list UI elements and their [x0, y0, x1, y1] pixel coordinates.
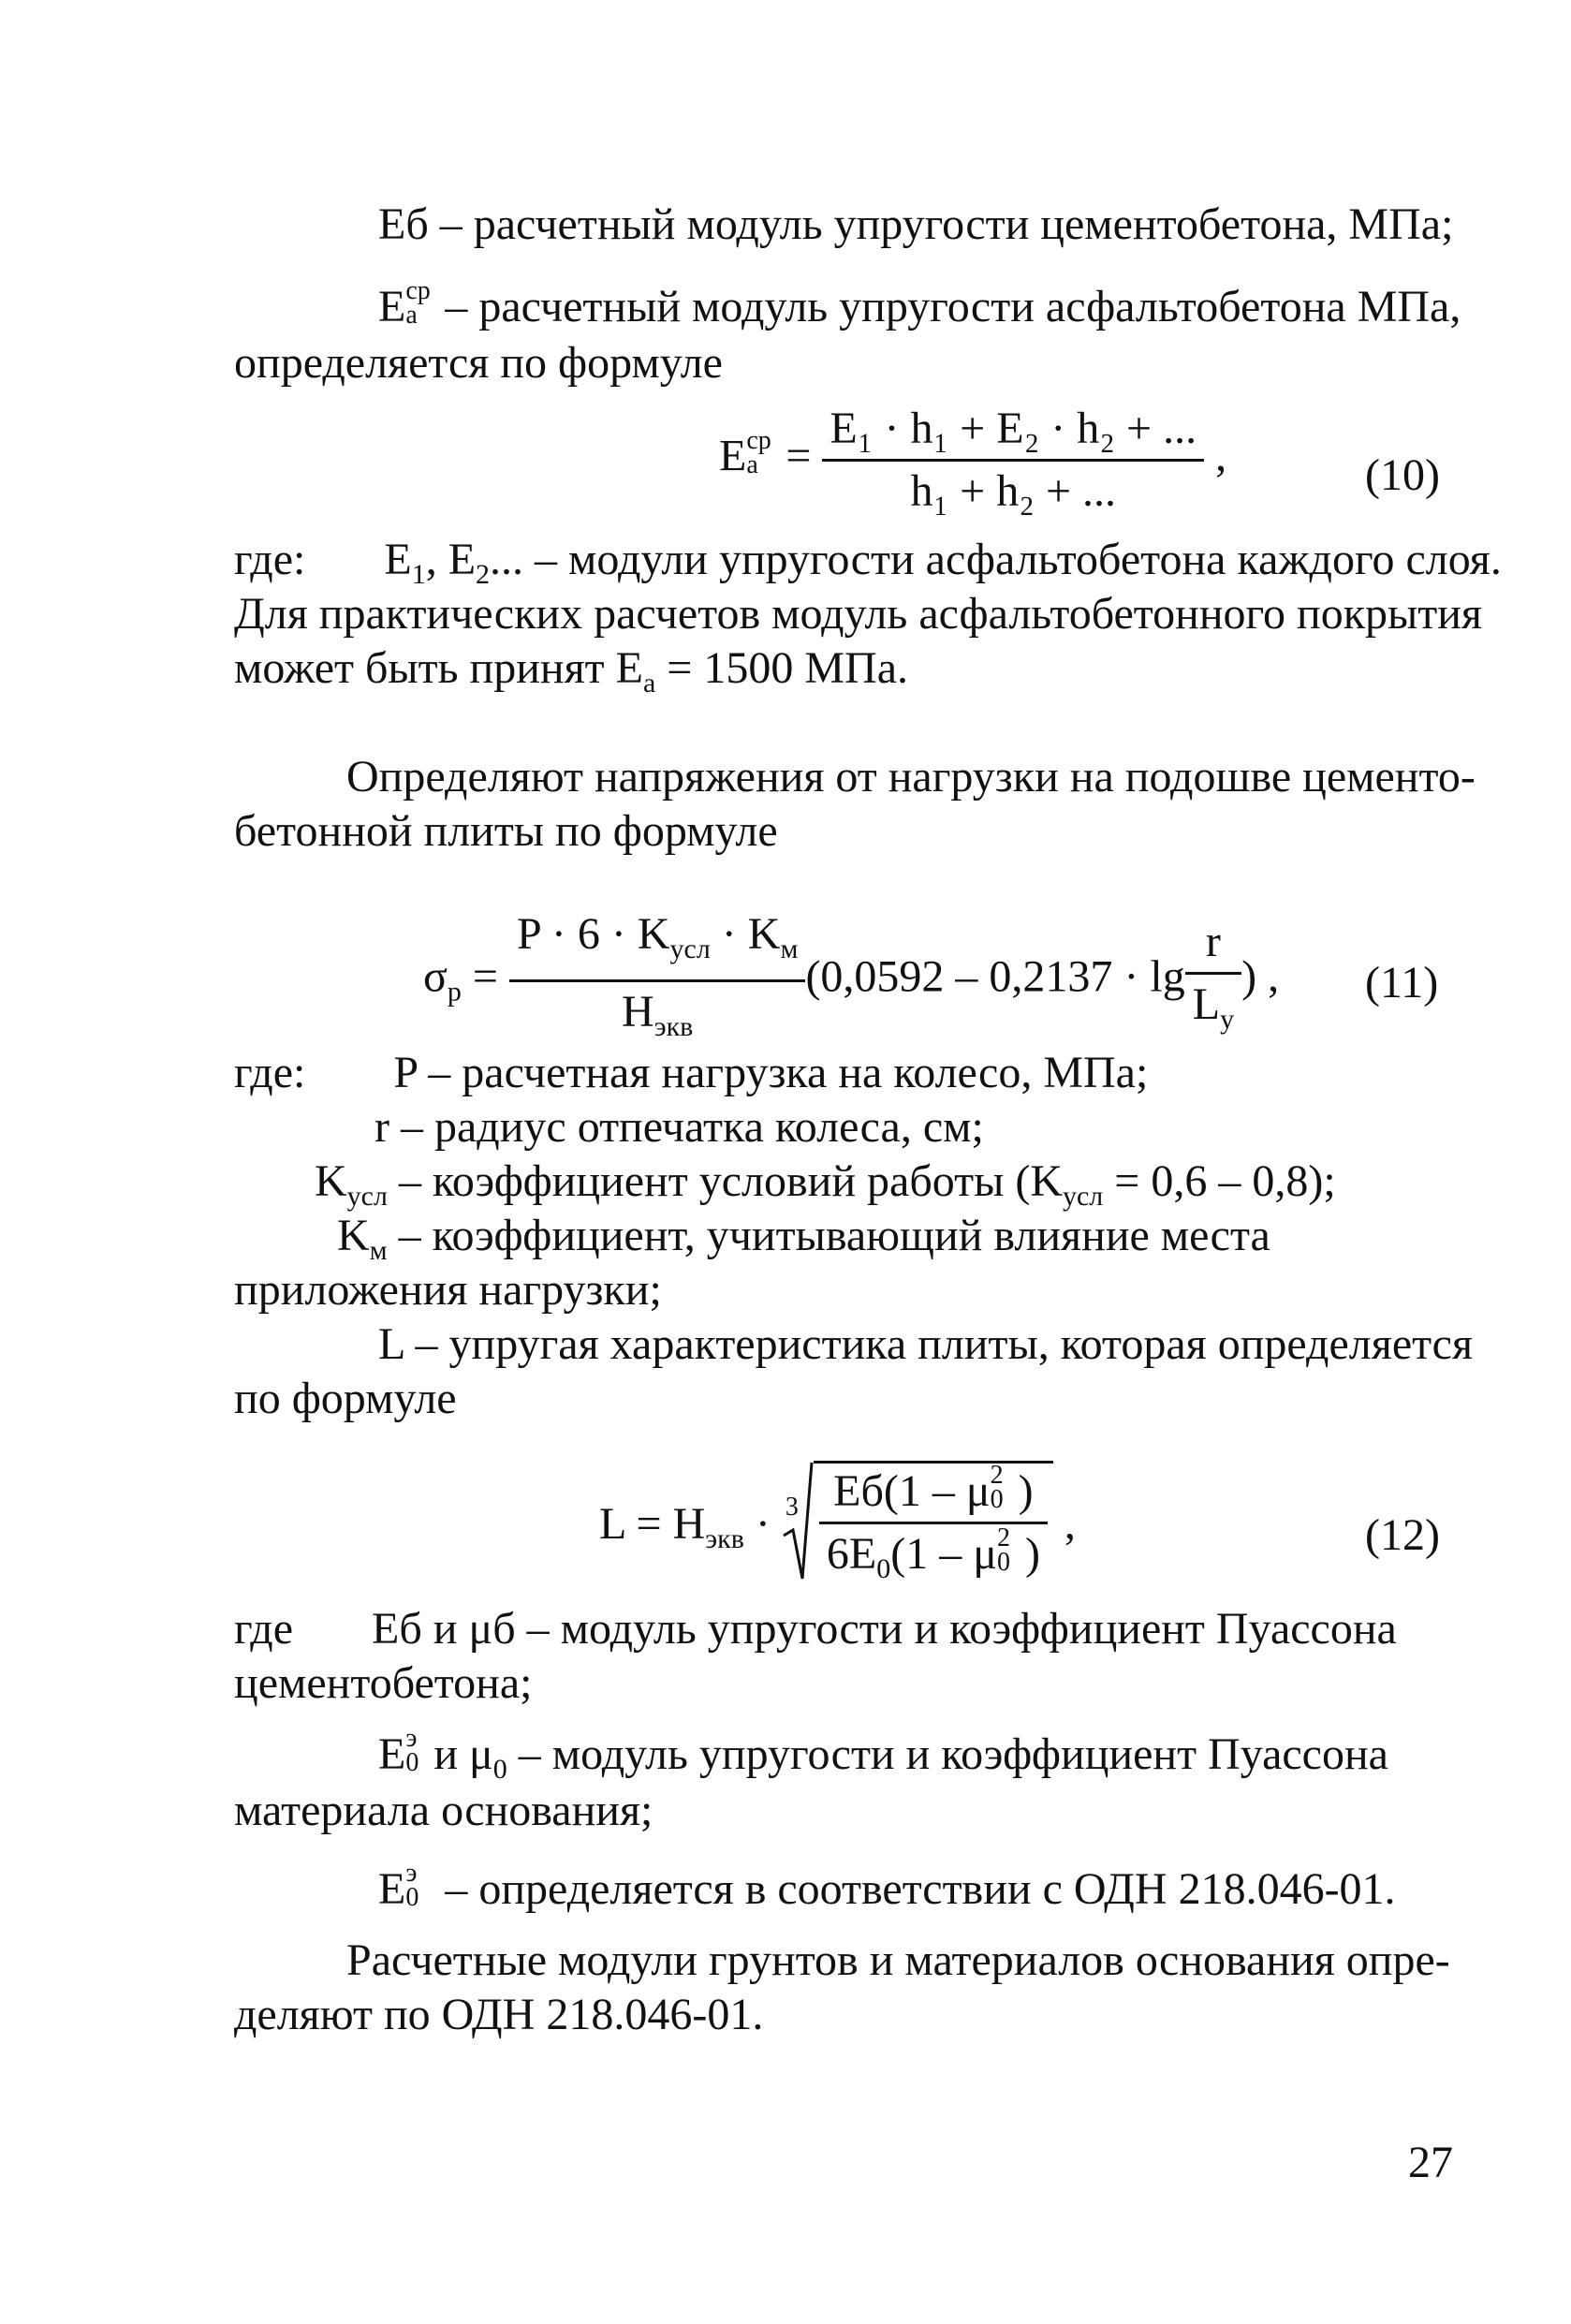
line-practical-calc: Для практических расчетов модуль асфальтобетонного покрытия	[234, 589, 1483, 639]
line-base-material: материала основания;	[234, 1786, 653, 1835]
line-by-formula: по формуле	[234, 1374, 457, 1423]
ea-indices: ср а	[405, 276, 431, 330]
line-where-e1-e2: где: $E_1$, $E_2$... – модули упругости асфальтобетона каждого слоя.	[234, 535, 1502, 590]
line-ea-definition	[378, 276, 1461, 333]
formula-12: $L = H_{экв}$ · 3 Eб(1 – μ 2 0 ) $6E_0(1$ – μ 2 0 ) ,	[599, 1461, 1076, 1596]
line-e0-mu0: E э 0 и $\mu_0$ – модуль упругости и коэффициент Пуассона	[378, 1724, 1388, 1785]
formula-10-fraction: $\frac{\text{E₁ · h₁ + E₂ · h₂ + ...}}{\text{h₁ + h₂ + ...}}$	[822, 403, 1204, 518]
eb-definition-text: Eб – расчетный модуль упругости цементобетона, МПа;	[378, 199, 1454, 249]
equation-number-10: (10)	[1365, 450, 1440, 500]
formula-10: E ср а = $\frac{\text{E₁ · h₁ + E₂ · h₂ + ...}}{\text{h₁ + h₂ + ...}}$ ,	[719, 404, 1227, 516]
page-number: 27	[1408, 2138, 1453, 2187]
line-l-characteristic: L – упругая характеристика плиты, которая определяется	[378, 1319, 1474, 1369]
line-k-m: $K_м$ – коэффициент, учитывающий влияние места	[337, 1211, 1270, 1266]
line-load-application: приложения нагрузки;	[234, 1265, 662, 1315]
line-concrete-slab: бетонной плиты по формуле	[234, 806, 778, 856]
equation-number-12: (12)	[1365, 1510, 1440, 1560]
line-where-p: где: P – расчетная нагрузка на колесо, МПа;	[234, 1048, 1149, 1097]
line-e0-determined: E э 0 – определяется в соответствии с ОДН 218.046-01.	[378, 1859, 1396, 1914]
line-r-radius: r – радиус отпечатка колеса, см;	[374, 1102, 984, 1152]
formula-11-fraction: $\frac{P \cdot 6 \cdot K_{усл} \cdot K_м}{H_{экв}}$	[509, 908, 805, 1053]
line-calc-moduli: Расчетные модули грунтов и материалов основания опре-	[346, 1935, 1450, 1985]
line-where-eb-mub: где Eб и μб – модуль упругости и коэффициент Пуассона	[234, 1604, 1397, 1654]
line-eb-definition	[378, 199, 1453, 251]
symbol-e: E	[378, 282, 406, 331]
radical-sign-icon	[782, 1461, 814, 1582]
equation-number-11: (11)	[1365, 958, 1439, 1008]
ea-definition-text: – расчетный модуль упругости асфальтобетона МПа,	[445, 282, 1461, 331]
line-may-be-taken: может быть принят $E_а = 1500$ МПа.	[234, 643, 909, 699]
line-determined-by-formula: определяется по формуле	[234, 338, 723, 388]
line-k-usl: $K_{усл}$ – коэффициент условий работы $(K_{усл} = 0,6 - 0,8)$;	[315, 1156, 1336, 1212]
line-determine-stress: Определяют напряжения от нагрузки на подошве цементо-	[346, 752, 1476, 802]
formula-11: $\sigma_p$ = $\frac{P \cdot 6 \cdot K_{усл} \cdot K_м}{H_{экв}}$ (0,0592 – 0,2137 · lg $\frac{r}{L_у}$ ) ,	[423, 908, 1279, 1053]
line-cement-concrete: цементобетона;	[234, 1658, 533, 1708]
cube-root: 3 Eб(1 – μ 2 0 ) $6E_0(1$ – μ 2 0 )	[782, 1461, 1053, 1596]
line-odn-reference: деляют по ОДН 218.046-01.	[234, 1990, 764, 2039]
formula-12-fraction: Eб(1 – μ 2 0 ) $6E_0(1$ – μ 2 0 )	[819, 1465, 1048, 1596]
